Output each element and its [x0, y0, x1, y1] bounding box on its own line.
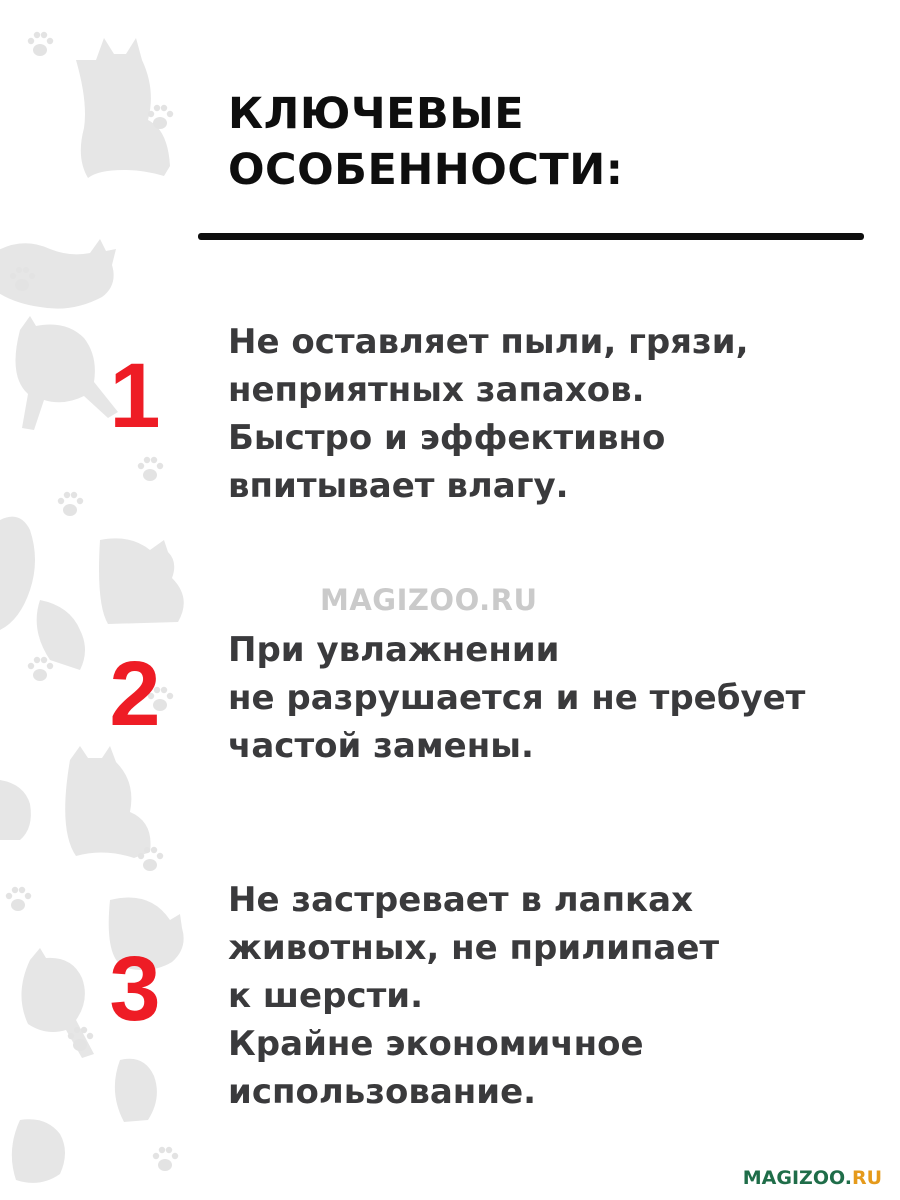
feature-text-1: [228, 318, 888, 510]
paw-print-icon: [58, 492, 83, 516]
feature-line: использование.: [228, 1072, 537, 1112]
paw-print-icon: [153, 1147, 178, 1171]
paw-print-icon: [28, 32, 53, 56]
feature-line: животных, не прилипает: [228, 928, 720, 968]
cat-silhouette-icon: [0, 239, 116, 309]
feature-text-2: [228, 626, 888, 770]
feature-number-1: 1: [109, 345, 161, 447]
cat-silhouette-icon: [0, 517, 35, 630]
page-title-line: ОСОБЕННОСТИ:: [228, 145, 624, 195]
paw-print-icon: [6, 887, 31, 911]
brand-logo-main: MAGIZOO.: [742, 1167, 852, 1189]
cat-silhouette-icon: [12, 1119, 65, 1183]
feature-line: Не застревает в лапках: [228, 880, 694, 920]
feature-line: частой замены.: [228, 726, 534, 766]
page-title: [228, 86, 868, 198]
feature-line: к шерсти.: [228, 976, 424, 1016]
page-title-line: КЛЮЧЕВЫЕ: [228, 89, 525, 139]
feature-line: При увлажнении: [228, 630, 560, 670]
feature-number-2: 2: [109, 643, 161, 745]
paw-print-icon: [28, 657, 53, 681]
feature-line: неприятных запахов.: [228, 370, 645, 410]
cat-silhouette-icon: [65, 746, 150, 858]
brand-logo-tld: RU: [851, 1167, 882, 1189]
cat-silhouette-icon: [99, 538, 184, 624]
brand-logo: [743, 1166, 882, 1190]
feature-text-3: [228, 876, 888, 1116]
feature-line: Быстро и эффективно: [228, 418, 666, 458]
paw-print-icon: [138, 457, 163, 481]
feature-line: не разрушается и не требует: [228, 678, 806, 718]
feature-line: Крайне экономичное: [228, 1024, 644, 1064]
watermark: MAGIZOO.RU: [320, 583, 538, 617]
cat-silhouette-icon: [0, 780, 31, 840]
feature-number-3: 3: [109, 938, 161, 1040]
feature-line: впитывает влагу.: [228, 466, 569, 506]
cat-silhouette-icon: [115, 1059, 157, 1122]
title-divider: [198, 233, 864, 240]
feature-line: Не оставляет пыли, грязи,: [228, 322, 749, 362]
